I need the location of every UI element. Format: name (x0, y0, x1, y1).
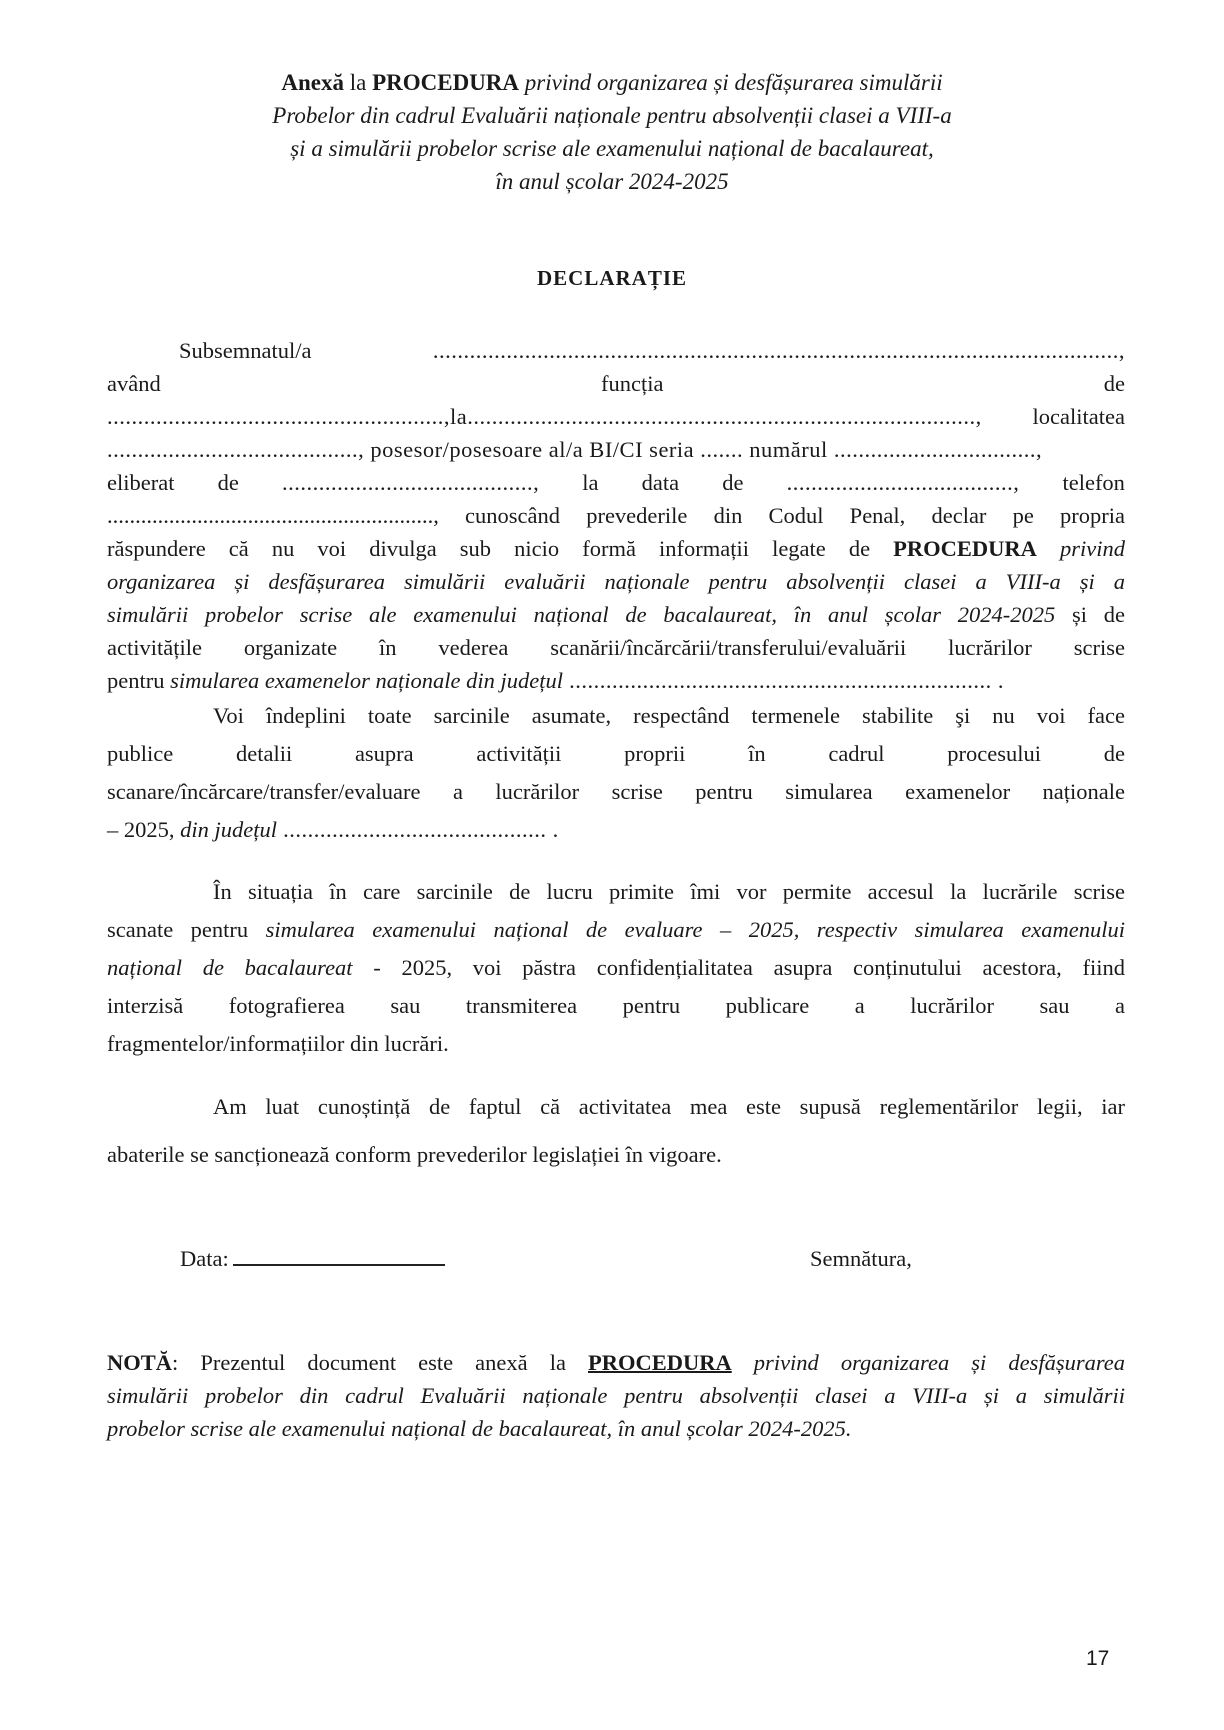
county-field[interactable]: ..................................................................... . (562, 668, 1004, 693)
text: pentru (107, 668, 171, 693)
phone-label: telefon (1062, 470, 1125, 495)
text: scanate pentru (107, 917, 266, 942)
text: : Prezentul document este anexă la (172, 1350, 588, 1375)
date-label: Data: (180, 1246, 229, 1271)
note-label: NOTĂ (107, 1350, 173, 1375)
para2-line-3: scanare/încărcare/transfer/evaluare a lucrărilor scrise pentru simularea examenelor naționale (107, 779, 1125, 804)
page-number: 17 (1086, 1647, 1110, 1670)
text: simulării probelor scrise ale examenului național de bacalaureat, în anul școlar 2024-2025 (107, 602, 1056, 627)
signature-label: Semnătura, (810, 1246, 912, 1271)
date-input-line[interactable] (233, 1248, 445, 1266)
word-eliberat: eliberat (107, 470, 175, 495)
name-label: Subsemnatul/a (179, 338, 312, 363)
text: și de (1055, 602, 1125, 627)
annex-word: Anexă (281, 70, 344, 95)
header-line-1 (150, 66, 1074, 99)
text: din județul (180, 817, 277, 842)
para3-line-3 (107, 949, 1125, 987)
procedure-word: PROCEDURA (893, 536, 1037, 561)
header-line-4: în anul școlar 2024-2025 (495, 169, 729, 194)
form-line-id (107, 433, 1125, 466)
text: simularea examenului național de evaluare – 2025, respectiv simularea examenului (265, 917, 1125, 942)
form-line-name (107, 334, 1125, 367)
text: privind organizarea și desfășurarea (731, 1350, 1125, 1375)
date-field-group (180, 1246, 445, 1272)
word-functia: funcția (601, 371, 664, 396)
para3-line-1: În situația în care sarcinile de lucru primite îmi vor permite accesul la lucrările scrise (213, 879, 1125, 904)
header-line-2: Probelor din cadrul Evaluării naționale pentru absolvenții clasei a VIII-a (272, 103, 952, 128)
word-avand: având (107, 371, 161, 396)
text: privind (1036, 536, 1125, 561)
form-line-7 (107, 532, 1125, 565)
paragraph-confidentiality (107, 873, 1125, 1063)
issued-by-field[interactable]: ........................................., (281, 470, 540, 495)
paragraph-tasks (107, 697, 1125, 849)
note-line-1 (107, 1346, 1125, 1379)
para2-line-4 (107, 811, 1125, 849)
locality-id-field[interactable]: ........................................., posesor/posesoare al/a BI/CI seria ....... numărul ................................., (107, 437, 1043, 462)
procedure-word: PROCEDURA (372, 70, 520, 95)
header-rest: privind organizarea și desfășurarea simulării (519, 70, 943, 95)
locality-label: localitatea (1032, 404, 1125, 429)
para3-line-5: fragmentelor/informațiilor din lucrări. (107, 1031, 449, 1056)
page-title: DECLARAȚIE (536, 266, 688, 290)
form-line-function (107, 367, 1125, 400)
form-line-institution (107, 400, 1125, 433)
text: - 2025, voi păstra confidențialitatea asupra conținutului acestora, fiind (352, 955, 1125, 980)
issue-date-field[interactable]: ....................................., (786, 470, 1020, 495)
para2-line-1: Voi îndeplini toate sarcinile asumate, respectând termenele stabilite şi nu voi face (213, 703, 1125, 728)
word-la: la (582, 470, 599, 495)
header-la: la (343, 70, 373, 95)
name-field[interactable]: ................................................................................................................, (432, 338, 1125, 363)
word-de: de (217, 470, 239, 495)
note-section (107, 1346, 1125, 1445)
declaration-form (107, 334, 1125, 697)
word-de: de (722, 470, 744, 495)
para3-line-4: interzisă fotografierea sau transmiterea pentru publicare a lucrărilor sau a (107, 993, 1125, 1018)
county-field-2[interactable]: ........................................... . (277, 817, 559, 842)
function-institution-field[interactable]: .......................................................,la..................................................................................., (107, 404, 982, 429)
annex-header (150, 66, 1074, 198)
form-line-10: activitățile organizate în vederea scanării/încărcării/transferului/evaluării lucrărilor scrise (107, 635, 1125, 660)
text: răspundere că nu voi divulga sub nicio formă informații legate de (107, 536, 894, 561)
form-line-county (107, 664, 1125, 697)
note-line-2: simulării probelor din cadrul Evaluării naționale pentru absolvenții clasei a VIII-a și a simulării (107, 1383, 1125, 1408)
para2-line-2: publice detalii asupra activității proprii în cadrul procesului de (107, 741, 1125, 766)
para4-line-2: abaterile se sancționează conform prevederilor legislației în vigoare. (107, 1142, 722, 1167)
text: național de bacalaureat (107, 955, 353, 980)
form-line-9 (107, 598, 1125, 631)
form-line-8: organizarea și desfășurarea simulării evaluării naționale pentru absolvenții clasei a VIII-a și a (107, 569, 1125, 594)
procedure-word: PROCEDURA (588, 1350, 732, 1375)
note-line-3: probelor scrise ale examenului național de bacalaureat, în anul școlar 2024-2025. (107, 1416, 852, 1441)
form-line-phone[interactable]: .........................................................., cunoscând prevederile din Codul Penal, declar pe propria (107, 503, 1125, 528)
form-line-issued (107, 466, 1125, 499)
para4-line-1: Am luat cunoștință de faptul că activitatea mea este supusă reglementărilor legii, iar (213, 1094, 1125, 1119)
text: – 2025, (107, 817, 181, 842)
paragraph-acknowledgement (107, 1083, 1125, 1179)
para3-line-2 (107, 911, 1125, 949)
word-de: de (1103, 371, 1125, 396)
word-data: data (641, 470, 680, 495)
header-line-3: și a simulării probelor scrise ale examenului național de bacalaureat, (290, 136, 934, 161)
text: simularea examenelor naționale din județul (170, 668, 563, 693)
